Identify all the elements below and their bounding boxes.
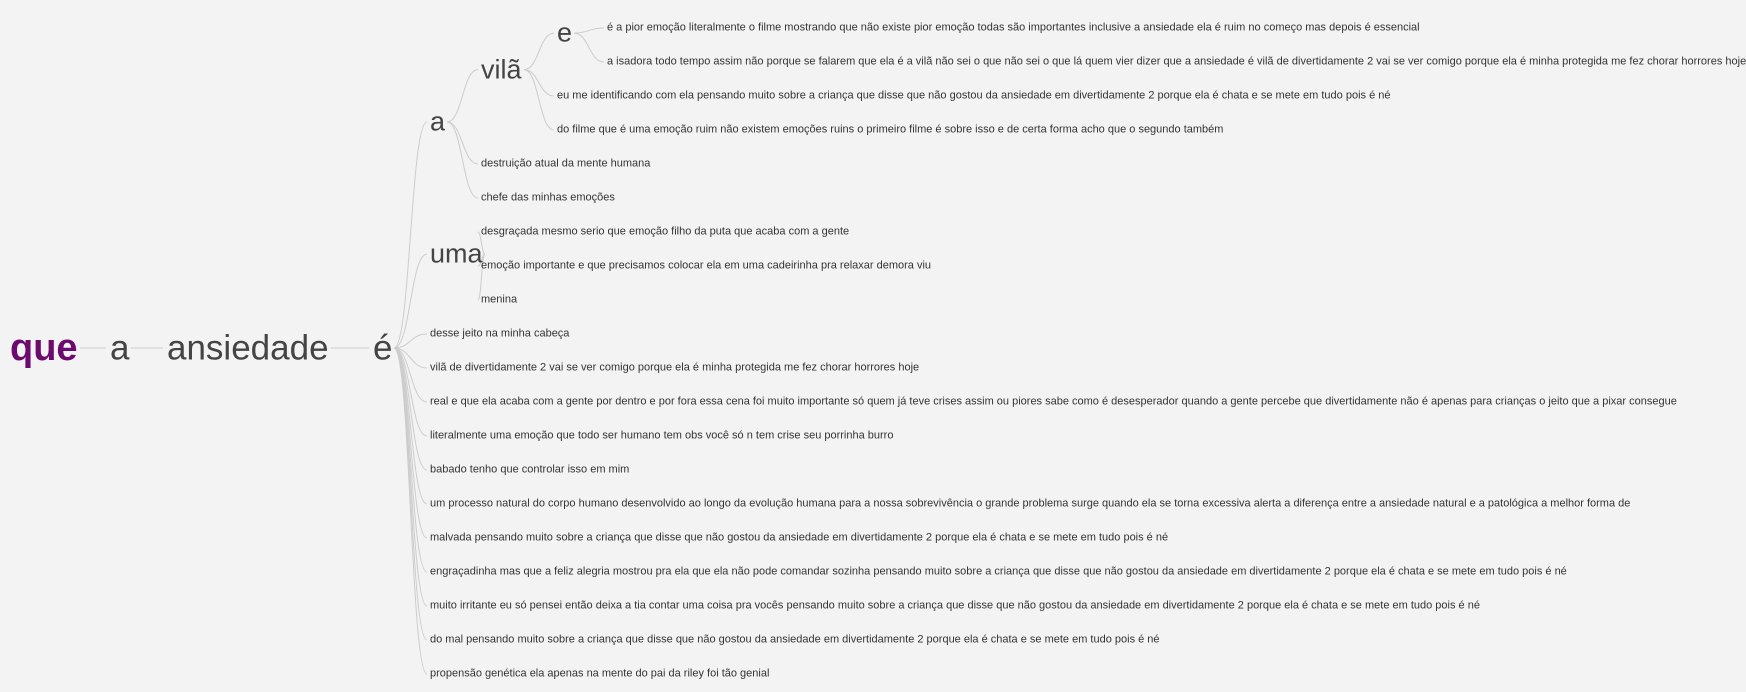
- leaf-phrase-emocao-importante-e-que-precisamos-coloc[interactable]: emoção importante e que precisamos colocar ela em uma cadeirinha pra relaxar demora viu: [481, 259, 932, 272]
- branch-link: [394, 348, 427, 470]
- leaf-phrase-do-filme-que-e-uma-emocao-ruim-nao-exist[interactable]: do filme que é uma emoção ruim não existem emoções ruins o primeiro filme é sobre isso e de certa forma acho que o segundo também: [557, 123, 1224, 136]
- branch-link: [447, 122, 478, 198]
- branch-link: [524, 70, 554, 96]
- leaf-phrase-engracadinha-mas-que-a-feliz-alegria-mos[interactable]: engraçadinha mas que a feliz alegria mostrou pra ela que ela não pode comandar sozinha pensando muito sobre a criança que disse que não gostou da ansiedade em divertidamente 2 porque ela é chata e se mete em tudo pois é né: [430, 565, 1567, 578]
- leaf-phrase-destruicao-atual-da-mente-humana[interactable]: destruição atual da mente humana: [481, 157, 651, 170]
- leaf-phrase-malvada-pensando-muito-sobre-a-crianca-q[interactable]: malvada pensando muito sobre a criança que disse que não gostou da ansiedade em divertidamente 2 porque ela é chata e se mete em tudo pois é né: [430, 531, 1169, 544]
- root-word-que[interactable]: que: [10, 327, 78, 369]
- leaf-phrase-e-a-pior-emocao-literalmente-o-filme-mos[interactable]: é a pior emoção literalmente o filme mostrando que não existe pior emoção todas são importantes inclusive a ansiedade ela é ruim no começo mas depois é essencial: [607, 21, 1420, 34]
- branch-link: [394, 122, 427, 348]
- branch-link: [447, 70, 478, 122]
- branch-link: [394, 348, 427, 572]
- leaf-phrase-vila-de-divertidamente-2-vai-se-ver-comi[interactable]: vilã de divertidamente 2 vai se ver comigo porque ela é minha protegida me fez chorar horrores hoje: [430, 361, 920, 374]
- chain-word-a[interactable]: a: [110, 328, 130, 368]
- branch-link: [394, 348, 427, 606]
- branch-link: [574, 33, 604, 62]
- leaf-phrase-desse-jeito-na-minha-cabeca[interactable]: desse jeito na minha cabeça: [430, 327, 570, 340]
- branch-word-a[interactable]: a: [430, 106, 446, 137]
- leaf-phrase-chefe-das-minhas-emocoes[interactable]: chefe das minhas emoções: [481, 191, 615, 204]
- leaf-phrase-desgracada-mesmo-serio-que-emocao-filho-[interactable]: desgraçada mesmo serio que emoção filho da puta que acaba com a gente: [481, 225, 850, 238]
- leaf-phrase-eu-me-identificando-com-ela-pensando-mui[interactable]: eu me identificando com ela pensando muito sobre a criança que disse que não gostou da ansiedade em divertidamente 2 porque ela é chata e se mete em tudo pois é né: [557, 89, 1391, 102]
- leaf-phrase-propensao-genetica-ela-apenas-na-mente-d[interactable]: propensão genética ela apenas na mente do pai da riley foi tão genial: [430, 667, 770, 680]
- chain-word-e[interactable]: é: [373, 328, 393, 368]
- leaf-phrase-a-isadora-todo-tempo-assim-nao-porque-se[interactable]: a isadora todo tempo assim não porque se falarem que ela é a vilã não sei o que não sei o que lá quem vier dizer que a ansiedade é vilã de divertidamente 2 vai se ver comigo porque ela é minha protegida me fez chorar horrores hoje: [607, 55, 1746, 68]
- branch-word-uma[interactable]: uma: [430, 238, 483, 269]
- chain-word-ansiedade[interactable]: ansiedade: [167, 328, 329, 368]
- leaf-phrase-do-mal-pensando-muito-sobre-a-crianca-qu[interactable]: do mal pensando muito sobre a criança que disse que não gostou da ansiedade em divertidamente 2 porque ela é chata e se mete em tudo pois é né: [430, 633, 1160, 646]
- branch-link: [524, 33, 554, 70]
- branch-link: [574, 28, 604, 33]
- branch-link: [394, 254, 427, 348]
- leaf-phrase-muito-irritante-eu-so-pensei-entao-deixa[interactable]: muito irritante eu só pensei então deixa a tia contar uma coisa pra vocês pensando muito sobre a criança que disse que não gostou da ansiedade em divertidamente 2 porque ela é chata e se mete em tudo pois é né: [430, 599, 1480, 612]
- branch-link: [394, 348, 427, 674]
- leaf-phrase-menina[interactable]: menina: [481, 293, 518, 306]
- branch-link: [524, 70, 554, 130]
- branch-word-vila[interactable]: vilã: [481, 54, 522, 85]
- leaf-phrase-literalmente-uma-emocao-que-todo-ser-hum[interactable]: literalmente uma emoção que todo ser humano tem obs você só n tem crise seu porrinha burro: [430, 429, 894, 442]
- leaf-phrase-babado-tenho-que-controlar-isso-em-mim[interactable]: babado tenho que controlar isso em mim: [430, 463, 630, 476]
- branch-word-e[interactable]: e: [557, 17, 573, 48]
- leaf-phrase-um-processo-natural-do-corpo-humano-dese[interactable]: um processo natural do corpo humano desenvolvido ao longo da evolução humana para a nossa sobrevivência o grande problema surge quando ela se torna excessiva alerta a diferença entre a ansiedade natural e a patológica a melhor forma de: [430, 497, 1631, 510]
- leaf-phrase-real-e-que-ela-acaba-com-a-gente-por-den[interactable]: real e que ela acaba com a gente por dentro e por fora essa cena foi muito importante só quem já teve crises assim ou piores sabe como é desesperador quando a gente percebe que divertidamente não é apenas para crianças o jeito que a pixar consegue: [430, 395, 1677, 408]
